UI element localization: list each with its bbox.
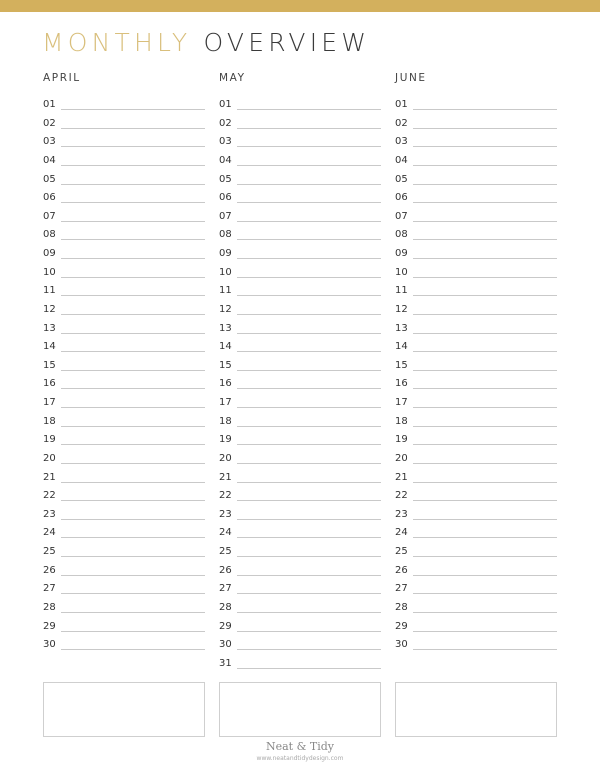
day-number: 08 <box>395 229 408 241</box>
writing-line[interactable] <box>413 370 557 371</box>
day-row[interactable] <box>395 378 557 390</box>
day-number: 02 <box>395 117 408 129</box>
day-row[interactable] <box>219 192 381 204</box>
day-row[interactable] <box>395 639 557 651</box>
day-row[interactable] <box>43 174 205 186</box>
day-row[interactable] <box>395 509 557 521</box>
day-number: 10 <box>219 266 232 278</box>
day-number: 04 <box>395 154 408 166</box>
notes-box-may[interactable] <box>219 682 381 737</box>
writing-line[interactable] <box>413 426 557 427</box>
day-number: 12 <box>395 303 408 315</box>
day-row[interactable] <box>219 453 381 465</box>
day-row[interactable] <box>395 211 557 223</box>
writing-line[interactable] <box>237 165 381 166</box>
writing-line[interactable] <box>413 351 557 352</box>
day-row[interactable] <box>219 341 381 353</box>
writing-line[interactable] <box>413 333 557 334</box>
day-row[interactable] <box>43 211 205 223</box>
day-number: 27 <box>43 583 56 595</box>
writing-line[interactable] <box>61 351 205 352</box>
day-row[interactable] <box>43 621 205 633</box>
day-number: 16 <box>43 378 56 390</box>
writing-line[interactable] <box>413 537 557 538</box>
writing-line[interactable] <box>237 593 381 594</box>
day-row[interactable] <box>395 472 557 484</box>
writing-line[interactable] <box>237 109 381 110</box>
writing-line[interactable] <box>413 258 557 259</box>
writing-line[interactable] <box>61 128 205 129</box>
day-number: 10 <box>43 266 56 278</box>
writing-line[interactable] <box>61 407 205 408</box>
day-row[interactable] <box>395 434 557 446</box>
day-number: 30 <box>219 639 232 651</box>
day-row[interactable] <box>395 621 557 633</box>
day-row[interactable] <box>395 546 557 558</box>
writing-line[interactable] <box>61 239 205 240</box>
day-number: 07 <box>43 210 56 222</box>
day-number: 26 <box>395 564 408 576</box>
writing-line[interactable] <box>237 351 381 352</box>
writing-line[interactable] <box>61 575 205 576</box>
writing-line[interactable] <box>237 146 381 147</box>
day-number: 15 <box>219 359 232 371</box>
day-row[interactable] <box>395 453 557 465</box>
writing-line[interactable] <box>237 333 381 334</box>
day-number: 28 <box>219 602 232 613</box>
writing-line[interactable] <box>61 500 205 501</box>
month-label: JUNE <box>395 72 427 84</box>
writing-line[interactable] <box>61 258 205 259</box>
writing-line[interactable] <box>237 482 381 483</box>
writing-line[interactable] <box>61 444 205 445</box>
day-number: 31 <box>219 657 232 669</box>
day-number: 16 <box>219 378 232 390</box>
writing-line[interactable] <box>61 221 205 222</box>
writing-line[interactable] <box>237 575 381 576</box>
writing-line[interactable] <box>413 593 557 594</box>
day-row[interactable] <box>395 341 557 353</box>
day-number: 12 <box>219 303 232 315</box>
writing-line[interactable] <box>237 258 381 259</box>
writing-line[interactable] <box>237 668 381 669</box>
day-number: 05 <box>43 173 56 185</box>
day-number: 30 <box>43 639 56 651</box>
footer-url: www.neatandtidydesign.com <box>256 755 344 762</box>
day-row[interactable] <box>43 546 205 558</box>
day-number: 14 <box>395 341 408 353</box>
day-row[interactable] <box>219 304 381 316</box>
day-number: 30 <box>395 639 408 651</box>
day-number: 14 <box>219 341 232 353</box>
day-number: 24 <box>395 527 408 539</box>
writing-line[interactable] <box>413 146 557 147</box>
day-row[interactable] <box>219 360 381 372</box>
writing-line[interactable] <box>413 184 557 185</box>
writing-line[interactable] <box>61 202 205 203</box>
day-number: 01 <box>43 99 56 110</box>
writing-line[interactable] <box>237 444 381 445</box>
day-number: 06 <box>395 192 408 204</box>
writing-line[interactable] <box>61 370 205 371</box>
day-number: 09 <box>43 248 56 260</box>
writing-line[interactable] <box>237 295 381 296</box>
day-row[interactable] <box>395 192 557 204</box>
writing-line[interactable] <box>413 165 557 166</box>
day-row[interactable] <box>219 323 381 335</box>
day-number: 22 <box>219 490 232 502</box>
day-number: 21 <box>43 471 56 483</box>
month-column-may <box>219 72 381 669</box>
title-monthly: MONTHLY <box>42 28 192 57</box>
writing-line[interactable] <box>237 500 381 501</box>
day-number: 21 <box>219 471 232 483</box>
day-row[interactable] <box>43 248 205 260</box>
writing-line[interactable] <box>61 482 205 483</box>
day-row[interactable] <box>395 118 557 130</box>
day-number: 14 <box>43 341 56 353</box>
notes-box-june[interactable] <box>395 682 557 737</box>
day-number: 03 <box>219 136 232 148</box>
day-row[interactable] <box>219 99 381 111</box>
day-number: 25 <box>219 546 232 558</box>
day-row[interactable] <box>219 602 381 614</box>
day-row[interactable] <box>43 397 205 409</box>
day-row[interactable] <box>43 453 205 465</box>
writing-line[interactable] <box>237 388 381 389</box>
day-number: 24 <box>43 527 56 539</box>
day-number: 19 <box>395 434 408 446</box>
day-number: 12 <box>43 303 56 315</box>
writing-line[interactable] <box>237 277 381 278</box>
writing-line[interactable] <box>237 407 381 408</box>
writing-line[interactable] <box>413 575 557 576</box>
day-row[interactable] <box>395 248 557 260</box>
day-number: 10 <box>395 266 408 278</box>
day-row[interactable] <box>219 267 381 279</box>
day-row[interactable] <box>395 267 557 279</box>
day-row[interactable] <box>219 621 381 633</box>
writing-line[interactable] <box>237 426 381 427</box>
day-row[interactable] <box>43 434 205 446</box>
day-row[interactable] <box>43 229 205 241</box>
day-number: 27 <box>219 583 232 595</box>
day-row[interactable] <box>219 639 381 651</box>
day-row[interactable] <box>395 323 557 335</box>
day-row[interactable] <box>219 155 381 167</box>
day-number: 02 <box>43 117 56 129</box>
day-number: 28 <box>43 602 56 613</box>
day-number: 24 <box>219 527 232 539</box>
brand-logo-text: Neat & Tidy <box>265 740 334 753</box>
month-column-april <box>43 72 205 651</box>
day-number: 06 <box>219 192 232 204</box>
day-number: 11 <box>395 285 408 297</box>
month-column-june <box>395 72 557 651</box>
day-number: 02 <box>219 117 232 129</box>
day-row[interactable] <box>43 416 205 428</box>
day-row[interactable] <box>395 155 557 167</box>
day-row[interactable] <box>219 378 381 390</box>
day-number: 05 <box>219 173 232 185</box>
day-number: 22 <box>395 490 408 502</box>
day-row[interactable] <box>395 229 557 241</box>
day-row[interactable] <box>395 136 557 148</box>
writing-line[interactable] <box>413 500 557 501</box>
day-row[interactable] <box>43 118 205 130</box>
title-overview: OVERVIEW <box>203 28 371 57</box>
writing-line[interactable] <box>413 202 557 203</box>
day-number: 25 <box>395 546 408 558</box>
writing-line[interactable] <box>413 109 557 110</box>
page-title <box>42 28 370 57</box>
writing-line[interactable] <box>237 537 381 538</box>
day-row[interactable] <box>43 155 205 167</box>
day-number: 15 <box>43 359 56 371</box>
writing-line[interactable] <box>61 165 205 166</box>
day-number: 18 <box>395 415 408 427</box>
day-number: 17 <box>395 397 408 409</box>
day-number: 04 <box>43 154 56 166</box>
writing-line[interactable] <box>61 388 205 389</box>
writing-line[interactable] <box>61 277 205 278</box>
day-row[interactable] <box>43 304 205 316</box>
writing-line[interactable] <box>413 444 557 445</box>
day-row[interactable] <box>219 174 381 186</box>
writing-line[interactable] <box>61 556 205 557</box>
day-number: 07 <box>219 210 232 222</box>
day-number: 20 <box>219 452 232 464</box>
day-row[interactable] <box>395 602 557 614</box>
writing-line[interactable] <box>61 463 205 464</box>
day-number: 17 <box>219 397 232 409</box>
day-row[interactable] <box>219 583 381 595</box>
day-row[interactable] <box>43 323 205 335</box>
day-row[interactable] <box>395 490 557 502</box>
day-number: 13 <box>43 322 56 334</box>
day-number: 23 <box>219 508 232 520</box>
day-row[interactable] <box>395 397 557 409</box>
day-row[interactable] <box>219 416 381 428</box>
writing-line[interactable] <box>237 649 381 650</box>
day-row[interactable] <box>395 583 557 595</box>
writing-line[interactable] <box>61 109 205 110</box>
day-number: 27 <box>395 583 408 595</box>
writing-line[interactable] <box>237 519 381 520</box>
day-row[interactable] <box>43 99 205 111</box>
day-row[interactable] <box>43 136 205 148</box>
day-number: 03 <box>43 136 56 148</box>
writing-line[interactable] <box>237 314 381 315</box>
day-number: 01 <box>219 99 232 110</box>
day-row[interactable] <box>219 248 381 260</box>
day-row[interactable] <box>43 527 205 539</box>
top-accent-bar <box>0 0 600 12</box>
writing-line[interactable] <box>413 556 557 557</box>
writing-line[interactable] <box>237 612 381 613</box>
day-row[interactable] <box>43 267 205 279</box>
day-number: 05 <box>395 173 408 185</box>
day-number: 23 <box>395 508 408 520</box>
writing-line[interactable] <box>237 631 381 632</box>
day-row[interactable] <box>219 490 381 502</box>
day-number: 18 <box>219 415 232 427</box>
day-row[interactable] <box>219 118 381 130</box>
day-number: 08 <box>219 229 232 241</box>
day-row[interactable] <box>219 472 381 484</box>
day-number: 11 <box>219 285 232 297</box>
day-row[interactable] <box>43 192 205 204</box>
month-label: MAY <box>219 72 246 84</box>
day-number: 11 <box>43 285 56 297</box>
writing-line[interactable] <box>237 184 381 185</box>
day-row[interactable] <box>219 565 381 577</box>
day-row[interactable] <box>219 397 381 409</box>
day-number: 09 <box>219 248 232 260</box>
writing-line[interactable] <box>61 593 205 594</box>
day-row[interactable] <box>395 304 557 316</box>
day-number: 16 <box>395 378 408 390</box>
day-number: 21 <box>395 471 408 483</box>
day-number: 20 <box>43 452 56 464</box>
day-row[interactable] <box>43 285 205 297</box>
day-number: 09 <box>395 248 408 260</box>
writing-line[interactable] <box>61 184 205 185</box>
writing-line[interactable] <box>237 556 381 557</box>
day-row[interactable] <box>43 360 205 372</box>
writing-line[interactable] <box>413 277 557 278</box>
day-row[interactable] <box>219 211 381 223</box>
day-number: 08 <box>43 229 56 241</box>
day-row[interactable] <box>43 583 205 595</box>
writing-line[interactable] <box>237 239 381 240</box>
notes-box-april[interactable] <box>43 682 205 737</box>
day-number: 25 <box>43 546 56 558</box>
day-row[interactable] <box>43 490 205 502</box>
day-row[interactable] <box>395 360 557 372</box>
writing-line[interactable] <box>61 426 205 427</box>
writing-line[interactable] <box>237 128 381 129</box>
writing-line[interactable] <box>413 388 557 389</box>
day-row[interactable] <box>219 658 381 670</box>
day-number: 06 <box>43 192 56 204</box>
writing-line[interactable] <box>413 482 557 483</box>
day-number: 19 <box>43 434 56 446</box>
day-row[interactable] <box>43 341 205 353</box>
day-row[interactable] <box>43 639 205 651</box>
writing-line[interactable] <box>413 128 557 129</box>
day-number: 26 <box>219 564 232 576</box>
writing-line[interactable] <box>61 333 205 334</box>
writing-line[interactable] <box>61 537 205 538</box>
day-number: 29 <box>43 620 56 632</box>
day-number: 29 <box>395 620 408 632</box>
day-row[interactable] <box>395 285 557 297</box>
writing-line[interactable] <box>413 407 557 408</box>
day-row[interactable] <box>43 378 205 390</box>
writing-line[interactable] <box>61 631 205 632</box>
day-row[interactable] <box>395 527 557 539</box>
day-number: 29 <box>219 620 232 632</box>
writing-line[interactable] <box>61 612 205 613</box>
day-row[interactable] <box>219 229 381 241</box>
writing-line[interactable] <box>413 314 557 315</box>
writing-line[interactable] <box>413 612 557 613</box>
day-number: 07 <box>395 210 408 222</box>
writing-line[interactable] <box>237 202 381 203</box>
writing-line[interactable] <box>413 239 557 240</box>
day-row[interactable] <box>395 174 557 186</box>
day-number: 20 <box>395 452 408 464</box>
writing-line[interactable] <box>237 221 381 222</box>
writing-line[interactable] <box>61 295 205 296</box>
day-row[interactable] <box>219 136 381 148</box>
day-number: 28 <box>395 602 408 613</box>
writing-line[interactable] <box>413 295 557 296</box>
day-number: 13 <box>395 322 408 334</box>
day-number: 17 <box>43 397 56 409</box>
day-row[interactable] <box>395 565 557 577</box>
day-row[interactable] <box>43 509 205 521</box>
day-number: 01 <box>395 99 408 110</box>
day-number: 13 <box>219 322 232 334</box>
writing-line[interactable] <box>61 146 205 147</box>
day-number: 23 <box>43 508 56 520</box>
writing-line[interactable] <box>237 463 381 464</box>
day-number: 26 <box>43 564 56 576</box>
writing-line[interactable] <box>237 370 381 371</box>
day-number: 03 <box>395 136 408 148</box>
day-row[interactable] <box>219 546 381 558</box>
day-row[interactable] <box>219 509 381 521</box>
writing-line[interactable] <box>413 631 557 632</box>
day-row[interactable] <box>219 527 381 539</box>
writing-line[interactable] <box>61 314 205 315</box>
writing-line[interactable] <box>413 221 557 222</box>
day-number: 18 <box>43 415 56 427</box>
day-row[interactable] <box>219 434 381 446</box>
day-number: 15 <box>395 359 408 371</box>
day-row[interactable] <box>43 602 205 614</box>
day-row[interactable] <box>43 472 205 484</box>
day-number: 19 <box>219 434 232 446</box>
day-row[interactable] <box>219 285 381 297</box>
writing-line[interactable] <box>61 519 205 520</box>
writing-line[interactable] <box>413 649 557 650</box>
writing-line[interactable] <box>413 519 557 520</box>
day-number: 04 <box>219 154 232 166</box>
day-row[interactable] <box>395 99 557 111</box>
day-number: 22 <box>43 490 56 502</box>
month-label: APRIL <box>43 72 81 84</box>
day-row[interactable] <box>395 416 557 428</box>
writing-line[interactable] <box>61 649 205 650</box>
writing-line[interactable] <box>413 463 557 464</box>
day-row[interactable] <box>43 565 205 577</box>
